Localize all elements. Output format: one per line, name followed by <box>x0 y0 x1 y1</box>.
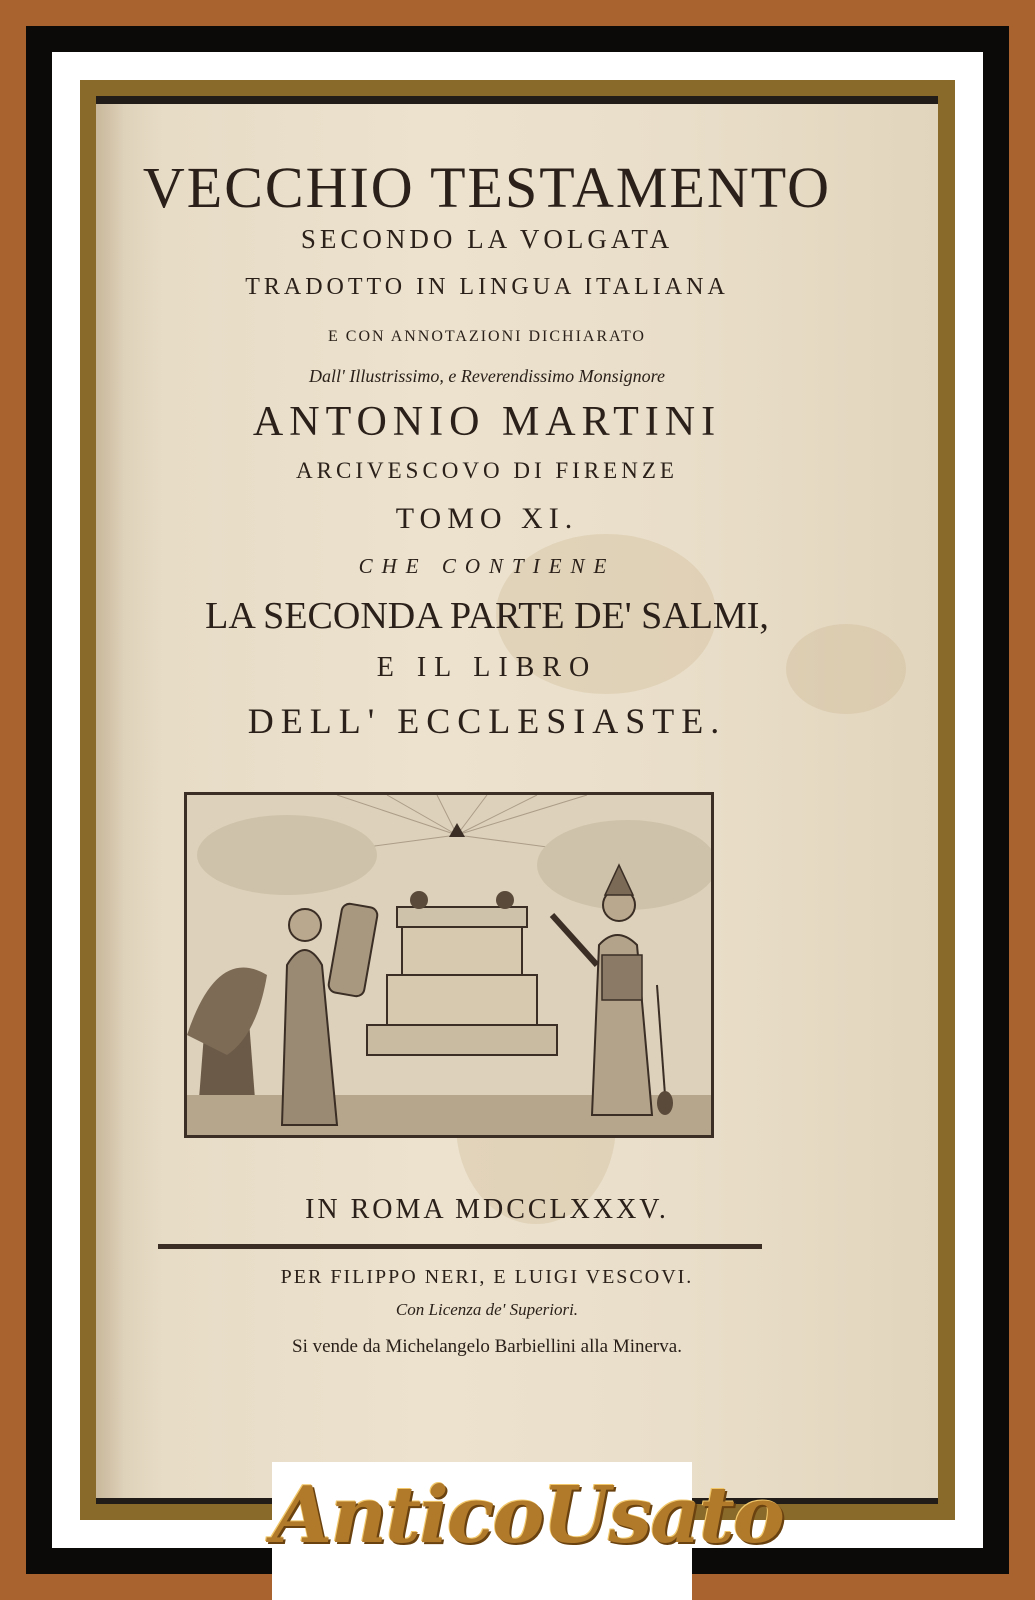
watermark-logo-box <box>272 1462 783 1600</box>
engraving-image <box>184 792 714 1138</box>
author-title: ARCIVESCOVO DI FIRENZE <box>296 458 678 483</box>
title-line-2: SECONDO LA VOLGATA <box>300 224 674 254</box>
volume-number: TOMO XI. <box>395 502 579 535</box>
printers-line: PER FILIPPO NERI, E LUIGI VESCOVI. <box>280 1266 694 1288</box>
title-line-4: E CON ANNOTAZIONI DICHIARATO <box>328 328 646 345</box>
content-line-3: DELL' ECCLESIASTE. <box>247 701 727 741</box>
seller-line: Si vende da Michelangelo Barbiellini alla Minerva. <box>292 1336 682 1357</box>
engraving-illustration-icon <box>187 795 711 1135</box>
license-line: Con Licenza de' Superiori. <box>395 1300 579 1319</box>
title-line-1: VECCHIO TESTAMENTO <box>142 155 832 220</box>
book-title-page <box>96 96 938 1504</box>
contains-label: CHE CONTIENE <box>358 554 616 578</box>
author-name: ANTONIO MARTINI <box>252 399 722 445</box>
imprint-place: IN ROMA MDCCLXXXV. <box>305 1194 669 1225</box>
title-line-5: Dall' Illustrissimo, e Reverendissimo Monsignore <box>309 366 665 386</box>
watermark-logo: AnticoUsato <box>272 1470 783 1561</box>
divider-rule <box>158 1244 762 1249</box>
content-line-1: LA SECONDA PARTE DE' SALMI, <box>205 595 769 637</box>
content-line-2: E IL LIBRO <box>376 652 598 683</box>
title-line-3: TRADOTTO IN LINGUA ITALIANA <box>245 274 729 300</box>
